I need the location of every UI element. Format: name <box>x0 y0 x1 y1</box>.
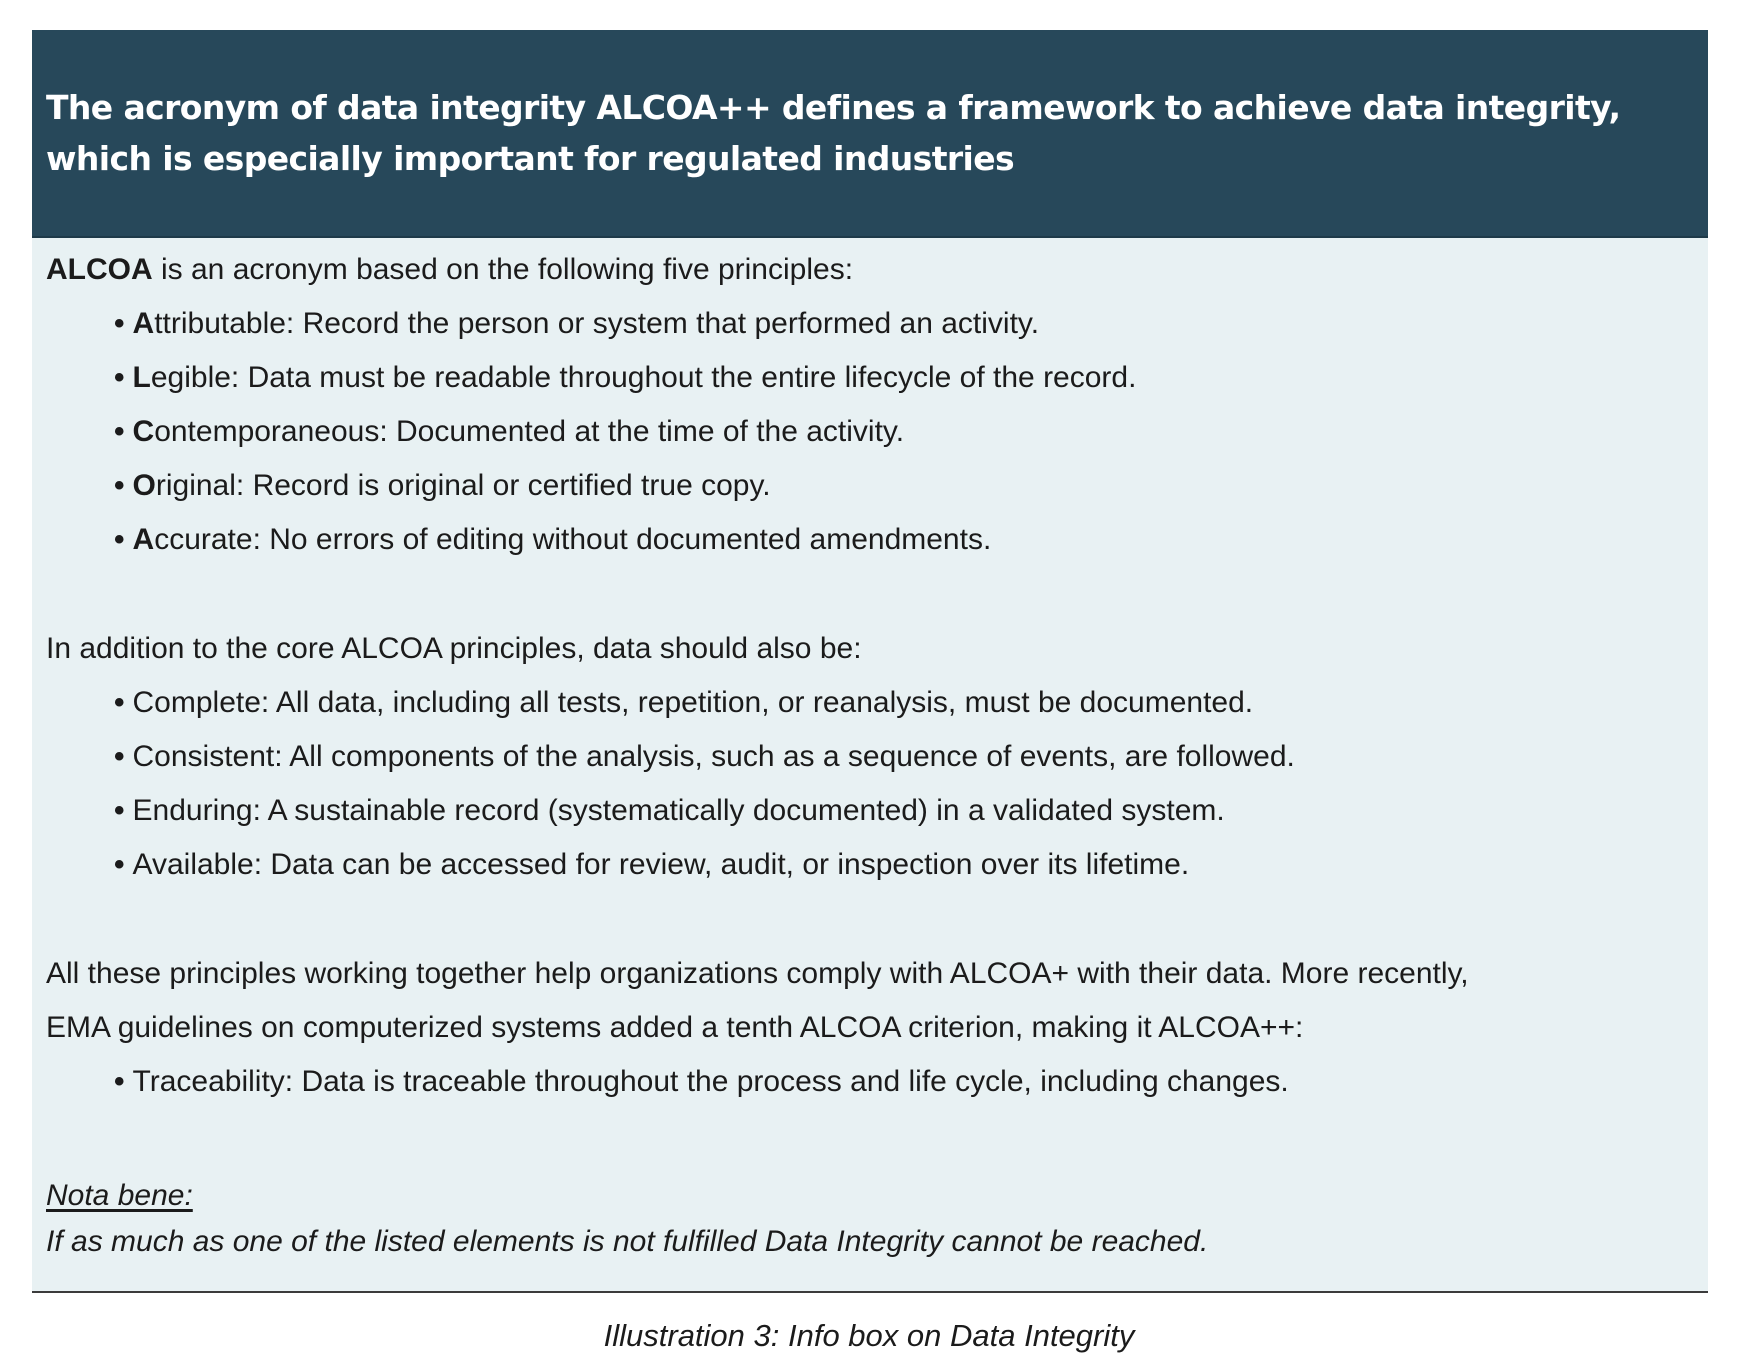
title-line-2: which is especially important for regulated industries <box>46 139 1015 178</box>
spacer <box>46 1109 1694 1164</box>
principle-text: Enduring: A sustainable record (systematically documented) in a validated system. <box>132 794 1225 827</box>
bullet: • <box>114 1065 125 1098</box>
list-item <box>114 297 1694 351</box>
alcoa-intro <box>46 243 1694 297</box>
info-box <box>32 30 1708 1292</box>
list-item <box>114 730 1694 784</box>
bullet: • <box>114 307 125 340</box>
summary-paragraph <box>46 947 1694 1055</box>
bullet: • <box>114 415 125 448</box>
bullet: • <box>114 523 125 556</box>
list-item <box>114 459 1694 513</box>
alcoa-plusplus-list <box>46 1055 1694 1109</box>
principle-text: Consistent: All components of the analysis, such as a sequence of events, are followed. <box>132 740 1295 773</box>
bullet: • <box>114 794 125 827</box>
spacer <box>46 567 1694 622</box>
bullet: • <box>114 740 125 773</box>
alcoa-principles-list <box>46 297 1694 567</box>
list-item <box>114 1055 1694 1109</box>
info-box-body <box>32 238 1708 1265</box>
principle-text: Complete: All data, including all tests, repetition, or reanalysis, must be documented. <box>132 686 1254 719</box>
summary-line-1: All these principles working together help organizations comply with ALCOA+ with their data. More recently, <box>46 957 1469 990</box>
bullet: • <box>114 848 125 881</box>
principle-text: ccurate: No errors of editing without documented amendments. <box>154 523 992 556</box>
principle-text: ontemporaneous: Documented at the time of the activity. <box>154 415 905 448</box>
principle-text: Traceability: Data is traceable throughout the process and life cycle, including changes. <box>132 1065 1289 1098</box>
alcoa-intro-text: is an acronym based on the following five principles: <box>152 253 854 286</box>
nota-bene-label: Nota bene: <box>46 1179 193 1212</box>
summary-line-2: EMA guidelines on computerized systems added a tenth ALCOA criterion, making it ALCOA++: <box>46 1011 1304 1044</box>
list-item <box>114 351 1694 405</box>
addition-intro: In addition to the core ALCOA principles, data should also be: <box>46 632 862 665</box>
principle-text: Available: Data can be accessed for review, audit, or inspection over its lifetime. <box>132 848 1190 881</box>
principle-initial: A <box>132 307 155 340</box>
alcoa-intro-acronym: ALCOA <box>46 253 153 286</box>
list-item <box>114 405 1694 459</box>
info-box-title <box>46 82 1694 184</box>
list-item <box>114 838 1694 892</box>
list-item <box>114 676 1694 730</box>
alcoa-plus-list <box>46 676 1694 892</box>
list-item <box>114 784 1694 838</box>
info-box-header <box>32 30 1708 238</box>
bullet: • <box>114 686 125 719</box>
title-line-1: The acronym of data integrity ALCOA++ defines a framework to achieve data integrity, <box>46 88 1621 127</box>
principle-text: egible: Data must be readable throughout the entire lifecycle of the record. <box>150 361 1137 394</box>
principle-initial: A <box>132 523 155 556</box>
figure-caption: Illustration 3: Info box on Data Integrity <box>603 1318 1135 1353</box>
list-item <box>114 513 1694 567</box>
principle-initial: L <box>132 361 151 394</box>
principle-initial: O <box>132 469 156 502</box>
spacer <box>46 892 1694 947</box>
bullet: • <box>114 469 125 502</box>
bottom-divider <box>32 1291 1708 1293</box>
principle-text: ttributable: Record the person or system that performed an activity. <box>154 307 1040 340</box>
nota-bene-text: If as much as one of the listed elements is not fulfilled Data Integrity cannot be reached. <box>46 1225 1209 1258</box>
principle-text: riginal: Record is original or certified true copy. <box>155 469 771 502</box>
principle-initial: C <box>132 415 155 448</box>
bullet: • <box>114 361 125 394</box>
